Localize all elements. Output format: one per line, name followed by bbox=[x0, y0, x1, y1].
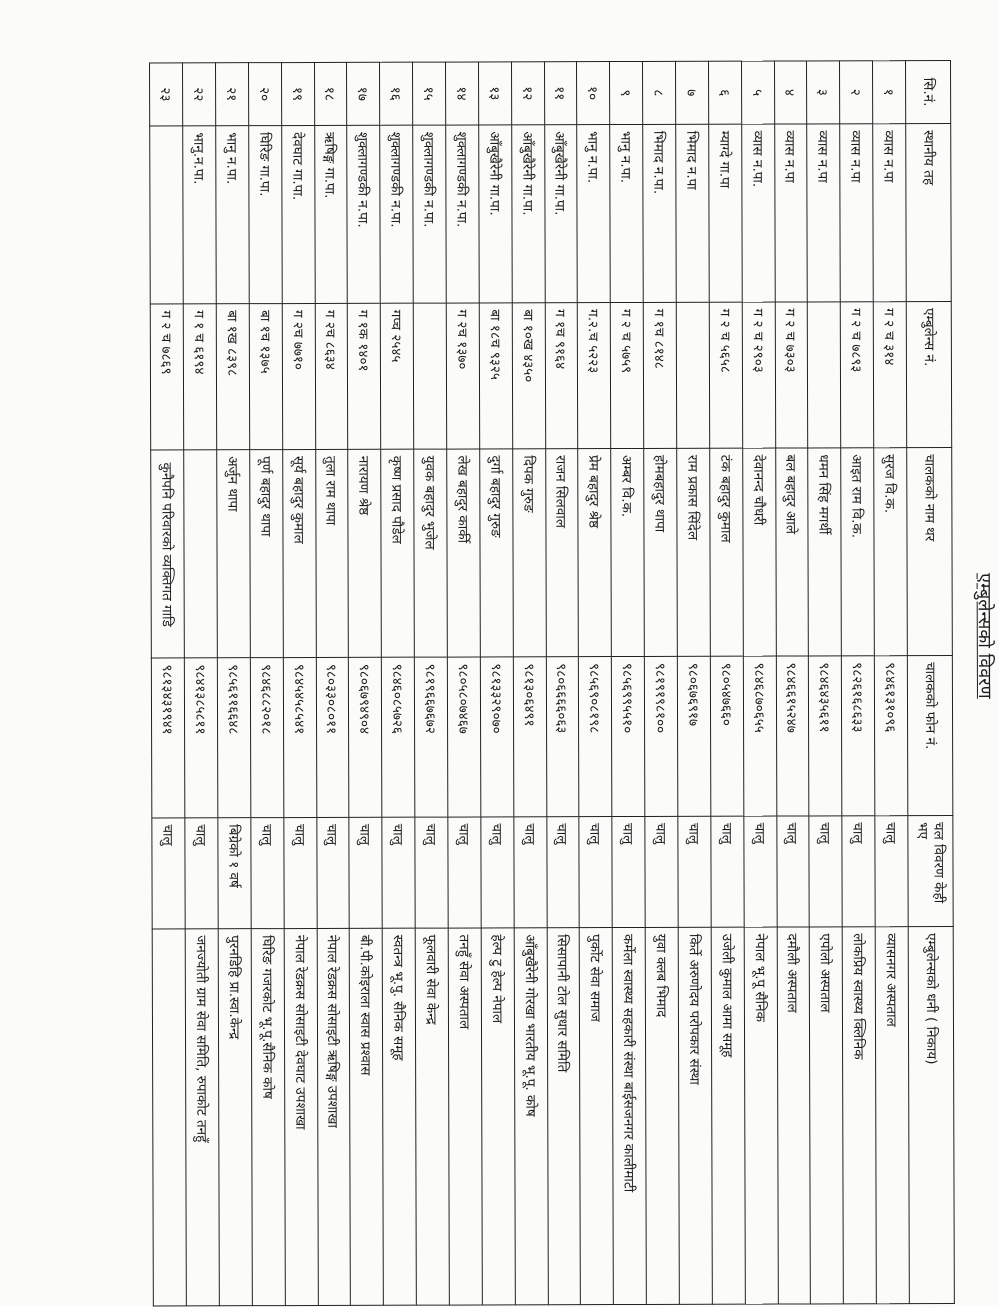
table-row bbox=[708, 61, 745, 1304]
cell-driver-name: बल बहादुर आले bbox=[775, 448, 809, 656]
cell-driver-phone: ९८१३३२९०७० bbox=[480, 657, 513, 817]
cell-local-body: आँबुखैरेनी गा.पा. bbox=[544, 125, 577, 303]
cell-driver-phone: ९८५६९०८१९८ bbox=[579, 657, 612, 817]
cell-status: चालु bbox=[744, 816, 777, 927]
cell-driver-phone: ९८४६४३५६११ bbox=[809, 656, 842, 816]
cell-owner: पुर्कोट सेवा समाज bbox=[580, 928, 614, 1305]
cell-local-body: म्याग्दे गा.पा bbox=[709, 124, 742, 302]
cell-driver-phone: ९८४६१३१०९६ bbox=[874, 656, 907, 816]
cell-owner: सिसापानी टोल सुधार समिति bbox=[547, 928, 581, 1305]
cell-local-body: शुक्लागण्डकी न.पा. bbox=[347, 125, 380, 303]
cell-sn: २१ bbox=[215, 63, 248, 126]
cell-owner: एपोलो अस्पताल bbox=[810, 927, 844, 1304]
ambulance-table bbox=[149, 60, 955, 1306]
cell-driver-name: राम प्रकास सिंदेल bbox=[677, 448, 711, 656]
cell-driver-name: प्रेम बहादुर श्रेष्ठ bbox=[578, 449, 612, 657]
header-local-body: स्थानीय तह bbox=[906, 124, 952, 302]
cell-ambulance-no: ग २ च ७८६९ bbox=[150, 304, 184, 450]
cell-local-body: ऋषिङ्ग गा.पा. bbox=[314, 125, 347, 303]
cell-ambulance-no: ग २ च ५६५८ bbox=[709, 302, 742, 448]
table-body bbox=[150, 61, 910, 1306]
cell-status: चालु bbox=[579, 817, 612, 928]
cell-driver-phone: ९८४६६१५२४७ bbox=[776, 656, 809, 816]
cell-driver-name: धमन सिंह मगर्थी bbox=[808, 448, 842, 656]
table-row bbox=[544, 62, 581, 1305]
header-status: चल विवरण केही भए bbox=[908, 816, 953, 927]
cell-local-body: भिमाद न.पा. bbox=[643, 124, 676, 302]
cell-local-body: देवघाट गा.पा. bbox=[281, 125, 314, 303]
cell-sn: २२ bbox=[183, 63, 216, 126]
table-row bbox=[478, 62, 515, 1305]
header-driver-name: चालकको नाम थर bbox=[907, 448, 953, 656]
cell-driver-name: लेख बहादुर कार्की bbox=[447, 449, 481, 657]
table-row bbox=[807, 61, 844, 1304]
cell-owner: हेल्प टु हेल्प नेपाल bbox=[481, 928, 515, 1305]
table-row bbox=[577, 62, 614, 1305]
table-row bbox=[183, 63, 220, 1306]
header-sn: सि.नं. bbox=[906, 61, 951, 124]
cell-owner bbox=[152, 929, 186, 1306]
cell-owner: पुरनडिहि प्रा.स्वा.केन्द्र bbox=[218, 929, 252, 1306]
cell-driver-phone: ९८४६८७०६५५ bbox=[743, 656, 776, 816]
cell-sn: ११ bbox=[544, 62, 577, 125]
table-row bbox=[445, 62, 482, 1305]
cell-ambulance-no: ग २च ८६३४ bbox=[315, 303, 348, 449]
cell-driver-phone: ९८०६७६९१७ bbox=[677, 656, 710, 816]
cell-local-body: आँबुखैरेनी गा.पा. bbox=[479, 125, 512, 303]
cell-local-body: भानु.न.पा. bbox=[183, 126, 216, 304]
header-owner: एम्बुलेन्सको धनी ( निकाय) bbox=[908, 927, 954, 1304]
cell-owner: उजेली कुमाल आमा समूह bbox=[711, 927, 745, 1304]
cell-ambulance-no: ग १क १४०१ bbox=[348, 303, 381, 449]
cell-status: चालु bbox=[382, 817, 415, 928]
cell-sn: २० bbox=[248, 63, 281, 126]
cell-sn: १४ bbox=[445, 62, 478, 125]
cell-sn: १६ bbox=[380, 62, 413, 125]
cell-local-body: भानु न.पा. bbox=[216, 126, 249, 304]
cell-status: चालु bbox=[448, 817, 481, 928]
table-row bbox=[511, 62, 548, 1305]
document-title: एम्बुलेन्सको विवरण bbox=[973, 573, 995, 699]
cell-sn: १ bbox=[873, 61, 906, 124]
table-row bbox=[281, 62, 318, 1305]
cell-ambulance-no: ग.२.च ५२२३ bbox=[578, 303, 611, 449]
cell-driver-phone: ९८०५४७६६० bbox=[710, 656, 743, 816]
cell-driver-name bbox=[184, 450, 218, 658]
cell-local-body: शुक्लागण्डकी न.पा. bbox=[446, 125, 479, 303]
cell-owner: नेपाल रेडक्रस सोसाइटी देवघाट उपशाखा bbox=[284, 928, 318, 1305]
cell-sn: १९ bbox=[281, 62, 314, 125]
cell-status: चालु bbox=[349, 817, 382, 928]
cell-driver-name: कुनैपनि परिवारको व्यक्तिगत गाडि bbox=[151, 450, 185, 658]
cell-driver-phone: ९८१९१९८१०० bbox=[644, 656, 677, 816]
cell-local-body: व्यास न.पा bbox=[807, 124, 840, 302]
cell-driver-name: नारायण श्रेष्ठ bbox=[348, 449, 382, 657]
table-row bbox=[314, 62, 351, 1305]
cell-driver-phone: ९८२६१६८६३३ bbox=[842, 656, 875, 816]
cell-sn: ८ bbox=[643, 61, 676, 124]
table-row bbox=[741, 61, 778, 1304]
cell-driver-phone: ९८०५८०७४६७ bbox=[447, 657, 480, 817]
table-row bbox=[840, 61, 877, 1304]
cell-ambulance-no: गप्च २५४५ bbox=[380, 303, 413, 449]
cell-sn: १३ bbox=[478, 62, 511, 125]
cell-owner: नेपाल भू.पू सैनिक bbox=[744, 927, 778, 1304]
cell-status: चालु bbox=[612, 816, 645, 927]
cell-status: बिग्रेको १ वर्ष bbox=[218, 818, 251, 929]
table-row bbox=[675, 61, 712, 1304]
cell-sn: १७ bbox=[347, 62, 380, 125]
cell-driver-phone: ९८४६०८५७२६ bbox=[382, 657, 415, 817]
cell-driver-phone: ९८१३०६४९१ bbox=[513, 657, 546, 817]
cell-owner: युवा क्लब भिमाद bbox=[645, 927, 679, 1304]
cell-driver-name: सूर्य बहादुर कुमाल bbox=[282, 449, 316, 657]
cell-ambulance-no: बा १०ख ४३५० bbox=[512, 303, 545, 449]
cell-ambulance-no: बा १च १३७५ bbox=[249, 304, 282, 450]
table-row bbox=[413, 62, 450, 1305]
cell-status: चालु bbox=[152, 818, 185, 929]
cell-sn: ९ bbox=[610, 61, 643, 124]
table-row bbox=[150, 63, 187, 1306]
cell-driver-name: होमबहादुर थापा bbox=[644, 448, 678, 656]
cell-sn: ३ bbox=[807, 61, 840, 124]
cell-driver-name: पूर्ण बहादुर थापा bbox=[250, 450, 284, 658]
cell-ambulance-no bbox=[808, 302, 841, 448]
cell-status: चालु bbox=[546, 817, 579, 928]
table-row bbox=[610, 61, 647, 1304]
cell-driver-name: तुला राम थापा bbox=[315, 449, 349, 657]
cell-owner: लोकप्रिय स्वास्थ्य क्लिनिक bbox=[842, 927, 876, 1304]
cell-status: चालु bbox=[842, 816, 875, 927]
cell-owner: स्वतन्त्र भू.पु. सैनिक समूह bbox=[382, 928, 416, 1305]
cell-owner: कर्मेला स्वास्थ्य सहकारी संस्था बाईसजनगर कालीमाटी bbox=[612, 927, 646, 1304]
cell-ambulance-no: बा १८च ९३२५ bbox=[479, 303, 512, 449]
cell-ambulance-no: ग २ च २९०३ bbox=[742, 302, 775, 448]
cell-owner: बी.पी.कोइराला स्वास प्रश्वास bbox=[350, 928, 384, 1305]
cell-driver-phone: ९८५६९९५५१० bbox=[612, 656, 645, 816]
cell-sn: ४ bbox=[774, 61, 807, 124]
cell-status: चालु bbox=[809, 816, 842, 927]
cell-owner: घिरिङ गजरकोट भू.पू.सैनिक कोष bbox=[251, 929, 285, 1306]
cell-local-body: भिमाद न.पा bbox=[676, 124, 709, 302]
cell-local-body: भानु न.पा. bbox=[577, 125, 610, 303]
cell-status: चालु bbox=[185, 818, 218, 929]
cell-driver-name: कृष्ण प्रसाद पौडेल bbox=[381, 449, 415, 657]
cell-status: चालु bbox=[251, 818, 284, 929]
cell-owner: जनज्योती ग्राम सेवा समिति, रुपाकोट तनहुँ bbox=[185, 929, 219, 1306]
table-row bbox=[347, 62, 384, 1305]
cell-local-body bbox=[150, 126, 184, 304]
rotated-document-sheet bbox=[149, 60, 995, 1214]
cell-ambulance-no: ग २च १३७० bbox=[446, 303, 479, 449]
cell-driver-name: राजन सिलवाल bbox=[545, 449, 579, 657]
table-row bbox=[215, 63, 252, 1306]
cell-local-body: शुक्लागण्डकी न.पा. bbox=[413, 125, 446, 303]
cell-sn: २ bbox=[840, 61, 873, 124]
cell-local-body: व्यास न.पा bbox=[774, 124, 807, 302]
cell-sn: ५ bbox=[741, 61, 774, 124]
cell-ambulance-no: ग २ च ३१४ bbox=[873, 302, 906, 448]
cell-ambulance-no: ग १च ८१४८ bbox=[643, 302, 676, 448]
header-driver-phone: चालकको फोन नं. bbox=[907, 656, 952, 816]
cell-driver-name: दिपक गुरुङ bbox=[512, 449, 546, 657]
cell-local-body: भानु न.पा. bbox=[610, 124, 643, 302]
cell-ambulance-no: ग २ च ५७५९ bbox=[611, 302, 644, 448]
cell-status: चालु bbox=[481, 817, 514, 928]
cell-sn: १५ bbox=[413, 62, 446, 125]
table-row bbox=[873, 61, 910, 1304]
cell-ambulance-no: ग २ च ७८९३ bbox=[841, 302, 874, 448]
cell-sn: २३ bbox=[150, 63, 183, 126]
cell-local-body: घिरिङ गा.पा. bbox=[249, 126, 282, 304]
cell-driver-phone: ९८१३४३१९४१ bbox=[151, 658, 185, 818]
cell-driver-phone: ९८०६६६६०६३ bbox=[546, 657, 579, 817]
cell-status: चालु bbox=[875, 816, 908, 927]
table-row bbox=[774, 61, 811, 1304]
cell-driver-phone: ९८०३३०८०११ bbox=[316, 657, 349, 817]
cell-owner: आँबुखैरेनी गोरखा भारतीय भू.पू. कोष bbox=[514, 928, 548, 1305]
cell-sn: १८ bbox=[314, 62, 347, 125]
cell-status: चालु bbox=[645, 816, 678, 927]
cell-ambulance-no: ग १च ९१६४ bbox=[545, 303, 578, 449]
cell-driver-phone: ९८१९६६७६७२ bbox=[414, 657, 447, 817]
cell-driver-phone: ९८४५४५८५४१ bbox=[283, 657, 316, 817]
cell-owner: व्यासनगर अस्पताल bbox=[875, 927, 909, 1304]
cell-status: चालु bbox=[415, 817, 448, 928]
cell-driver-name: देवानन्द चौधरी bbox=[742, 448, 776, 656]
cell-status: चालु bbox=[316, 817, 349, 928]
header-ambulance-no: एम्बुलेन्स नं. bbox=[906, 302, 951, 448]
cell-owner: फूलवारी सेवा केन्द्र bbox=[415, 928, 449, 1305]
cell-sn: १२ bbox=[511, 62, 544, 125]
table-row bbox=[248, 63, 285, 1306]
cell-sn: ७ bbox=[675, 61, 708, 124]
table-row bbox=[643, 61, 680, 1304]
cell-status: चालु bbox=[711, 816, 744, 927]
cell-status: चालु bbox=[678, 816, 711, 927]
cell-local-body: व्यास न.पा. bbox=[741, 124, 774, 302]
cell-owner: नेपाल रेडक्रस सोसाइटी ऋषिङ्ग उपशाखा bbox=[317, 928, 351, 1305]
cell-ambulance-no bbox=[676, 302, 709, 448]
cell-driver-name: अम्बर वि.क. bbox=[611, 448, 645, 656]
cell-owner: किर्ते अरुणोदय परोपकार संस्था bbox=[678, 927, 712, 1304]
cell-ambulance-no: ग २च ७७१० bbox=[282, 303, 315, 449]
cell-local-body: शुक्लागण्डकी न.पा. bbox=[380, 125, 413, 303]
cell-driver-name: दुर्गा बहादुर गुरुङ bbox=[480, 449, 514, 657]
header-row bbox=[906, 61, 955, 1304]
cell-driver-name: युवक बहादुर भुजेल bbox=[414, 449, 448, 657]
cell-ambulance-no bbox=[413, 303, 446, 449]
cell-status: चालु bbox=[776, 816, 809, 927]
table-row bbox=[380, 62, 417, 1305]
cell-local-body: व्यास न.पा bbox=[840, 124, 873, 302]
cell-status: चालु bbox=[514, 817, 547, 928]
cell-owner: तनहुँ सेवा अस्पताल bbox=[448, 928, 482, 1305]
cell-owner: दमौली अस्पताल bbox=[777, 927, 811, 1304]
cell-ambulance-no: ग १ च ६१९४ bbox=[183, 304, 216, 450]
cell-sn: १० bbox=[577, 62, 610, 125]
cell-status: चालु bbox=[284, 817, 317, 928]
cell-driver-name: आइत राम वि.क. bbox=[841, 448, 875, 656]
cell-sn: ६ bbox=[708, 61, 741, 124]
cell-driver-phone: ९८४१३८५८११ bbox=[184, 658, 217, 818]
cell-driver-name: सुरज वि.क. bbox=[874, 448, 908, 656]
cell-driver-phone: ९८४६८८२०१८ bbox=[250, 658, 283, 818]
cell-ambulance-no: ग २ च ७३०३ bbox=[775, 302, 808, 448]
cell-local-body: व्यास न.पा bbox=[873, 124, 906, 302]
cell-driver-name: टंक बहादुर कुमाल bbox=[710, 448, 744, 656]
cell-driver-phone: ९८०६७९४९०४ bbox=[349, 657, 382, 817]
cell-driver-phone: ९८५६११६६४८ bbox=[217, 658, 250, 818]
cell-driver-name: अर्जुन थापा bbox=[217, 450, 251, 658]
cell-local-body: आँबुखैरेनी गा.पा. bbox=[511, 125, 544, 303]
cell-ambulance-no: बा १ख ८३९८ bbox=[216, 304, 249, 450]
